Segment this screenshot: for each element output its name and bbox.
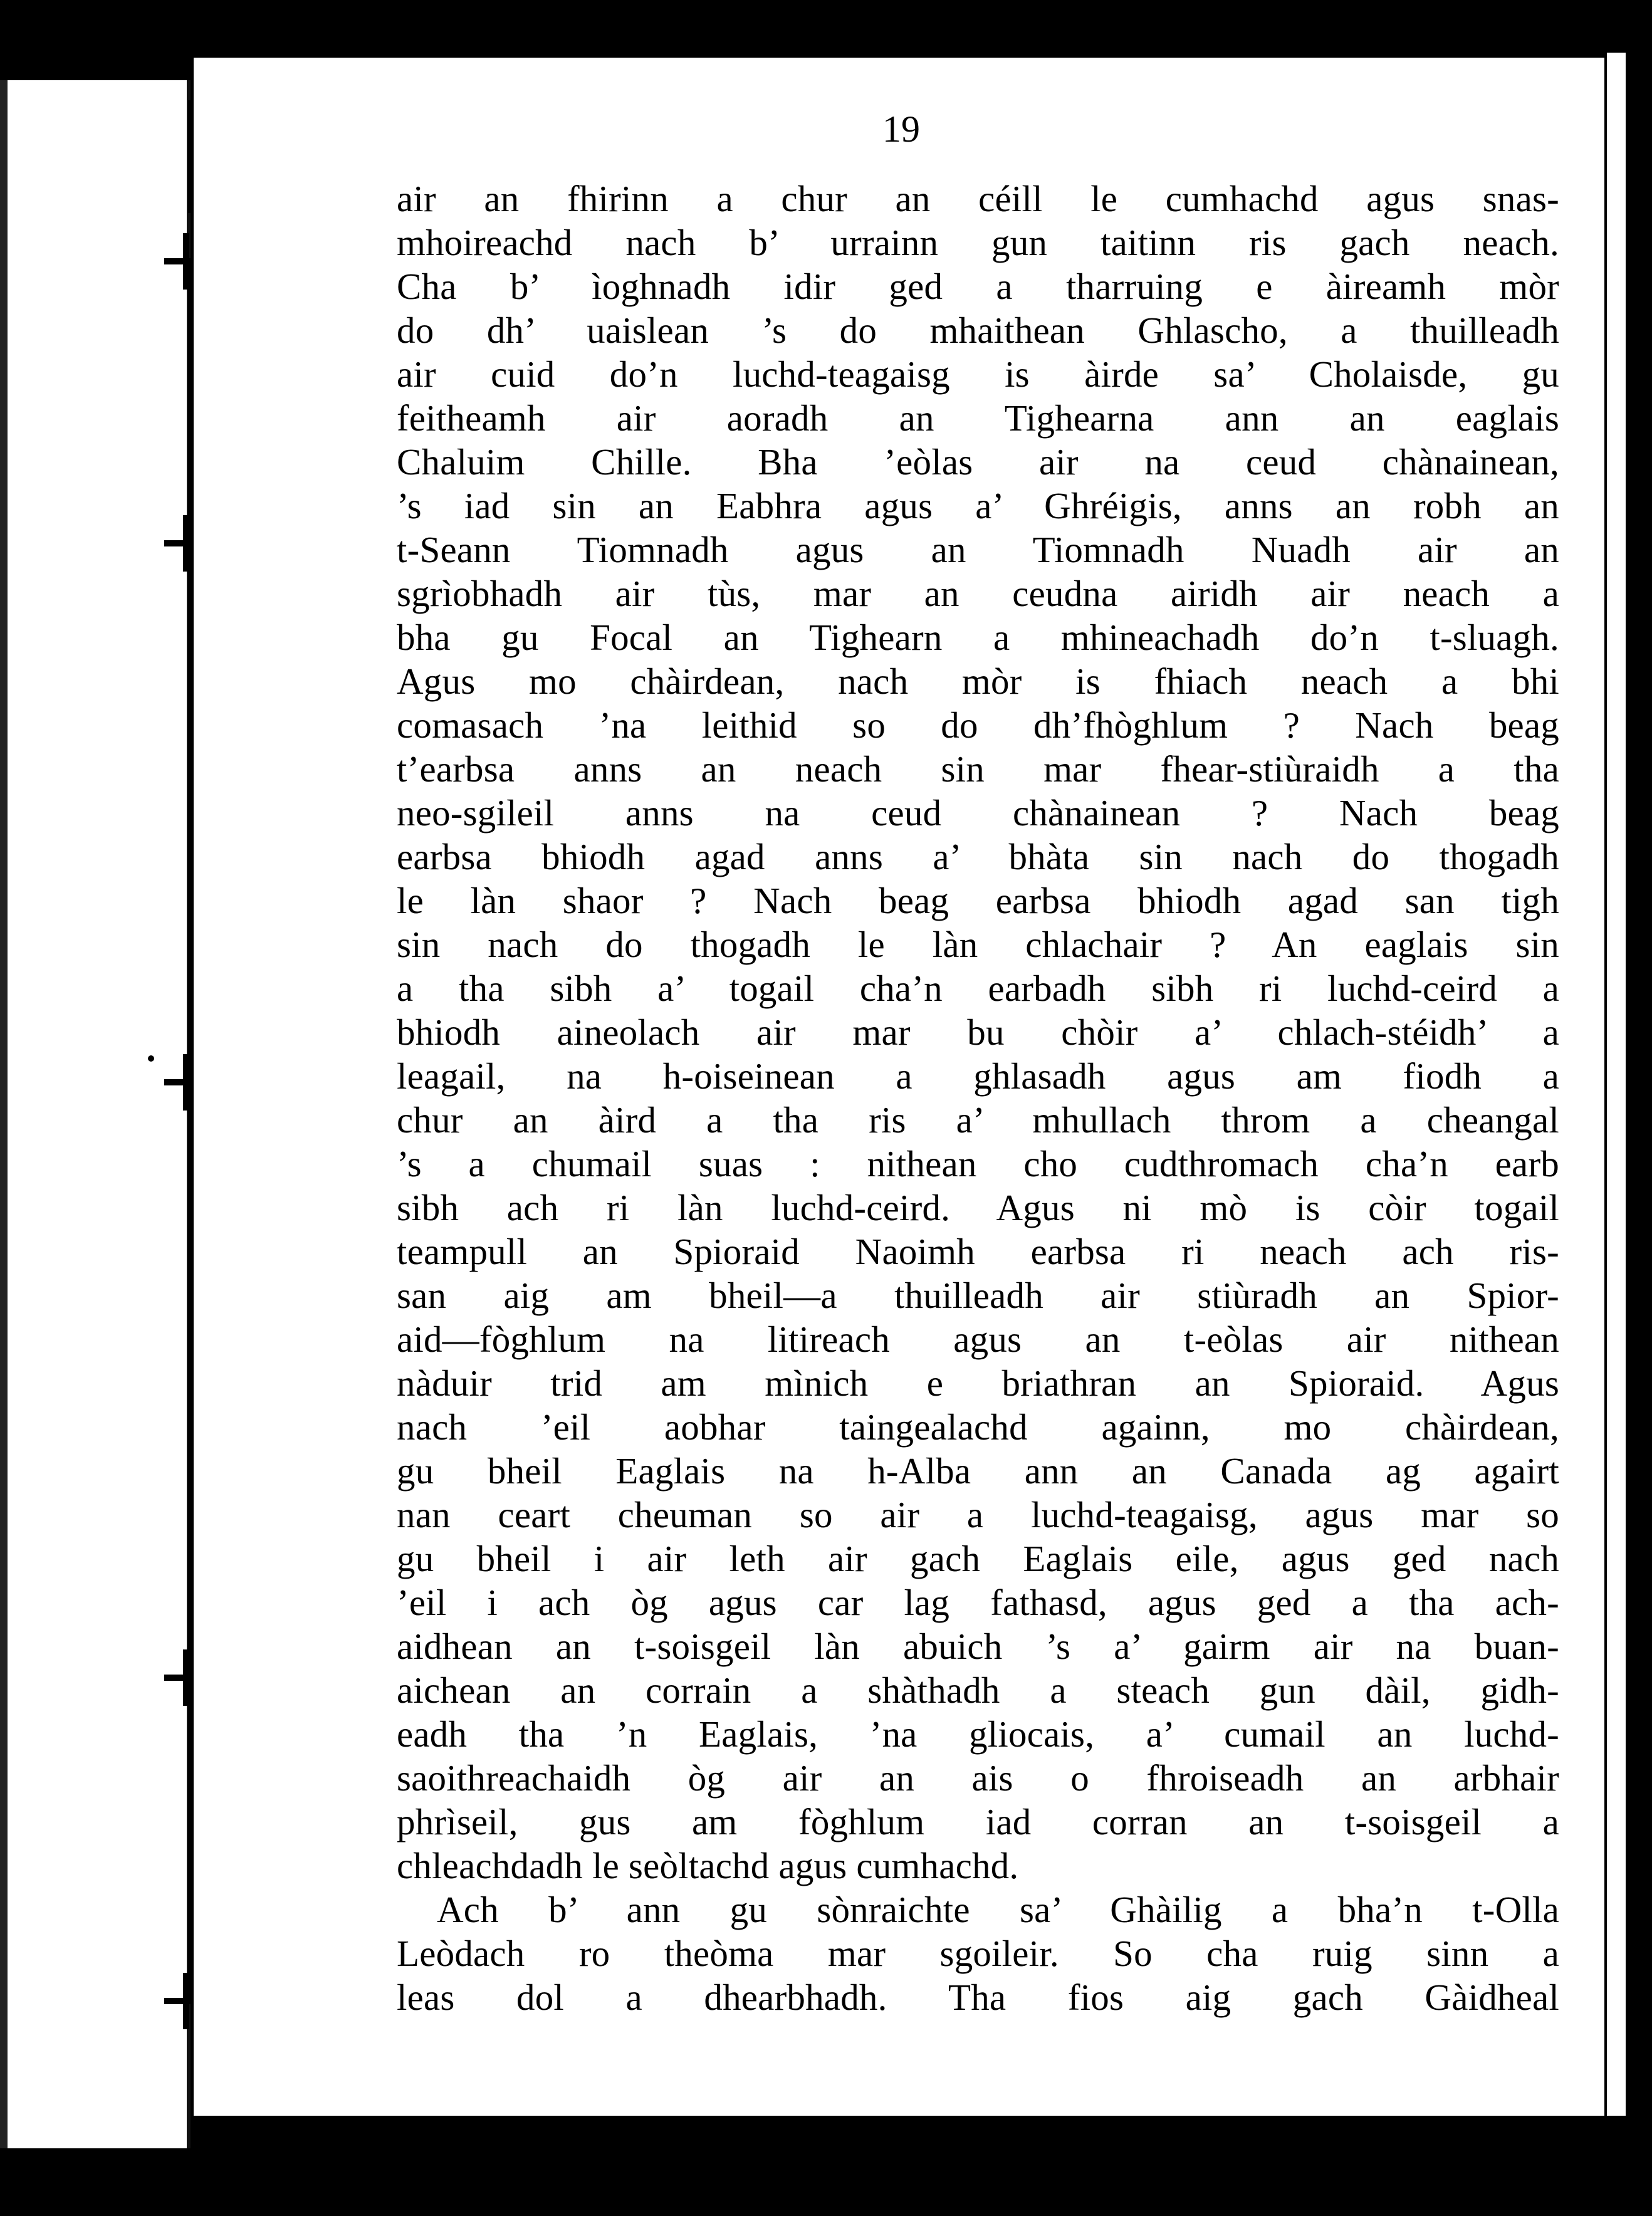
- text-line: neo-sgileil anns na ceud chànainean ? Nach beag: [397, 792, 1559, 834]
- text-line: gu bheil Eaglais na h-Alba ann an Canada ag agairt: [397, 1450, 1559, 1492]
- text-line: t-Seann Tiomnadh agus an Tiomnadh Nuadh air an: [397, 529, 1559, 570]
- text-line: Ach b’ ann gu sònraichte sa’ Ghàilig a bha’n t-Olla: [437, 1889, 1559, 1930]
- page-number: 19: [882, 108, 920, 150]
- text-line: nach ’eil aobhar taingealachd againn, mo chàirdean,: [397, 1406, 1559, 1448]
- text-line: earbsa bhiodh agad anns a’ bhàta sin nach do thogadh: [397, 836, 1559, 877]
- text-line: le làn shaor ? Nach beag earbsa bhiodh agad san tigh: [397, 880, 1559, 921]
- text-line: nan ceart cheuman so air a luchd-teagaisg, agus mar so: [397, 1494, 1559, 1535]
- text-line: phrìseil, gus am fòghlum iad corran an t-soisgeil a: [397, 1801, 1559, 1842]
- text-line: gu bheil i air leth air gach Eaglais eile, agus ged nach: [397, 1538, 1559, 1579]
- text-line: leas dol a dhearbhadh. Tha fios aig gach Gàidheal: [397, 1977, 1559, 2018]
- text-line: sin nach do thogadh le làn chlachair ? An eaglais sin: [397, 924, 1559, 965]
- text-line: aichean an corrain a shàthadh a steach gun dàil, gidh-: [397, 1670, 1559, 1711]
- book-page: [192, 58, 1609, 2116]
- page-text: [397, 177, 1559, 2019]
- text-line: teampull an Spioraid Naoimh earbsa ri neach ach ris-: [397, 1231, 1559, 1272]
- text-line: leagail, na h-oiseinean a ghlasadh agus am fiodh a: [397, 1055, 1559, 1097]
- text-line: eadh tha ’n Eaglais, ’na gliocais, a’ cumail an luchd-: [397, 1713, 1559, 1755]
- text-line: ’eil i ach òg agus car lag fathasd, agus ged a tha ach-: [397, 1582, 1559, 1623]
- facing-page-edge: [0, 80, 8, 2148]
- text-line: do dh’ uaislean ’s do mhaithean Ghlascho, a thuilleadh: [397, 310, 1559, 351]
- text-line: t’earbsa anns an neach sin mar fhear-stiùraidh a tha: [397, 748, 1559, 790]
- text-line: Leòdach ro theòma mar sgoileir. So cha ruig sinn a: [397, 1933, 1559, 1974]
- text-line: ’s iad sin an Eabhra agus a’ Ghréigis, anns an robh an: [397, 485, 1559, 526]
- text-line: nàduir trid am mìnich e briathran an Spioraid. Agus: [397, 1362, 1559, 1404]
- text-line: sgrìobhadh air tùs, mar an ceudna airidh air neach a: [397, 573, 1559, 614]
- text-line: comasach ’na leithid so do dh’fhòghlum ? Nach beag: [397, 704, 1559, 746]
- text-line: Agus mo chàirdean, nach mòr is fhiach neach a bhi: [397, 661, 1559, 702]
- text-line: air cuid do’n luchd-teagaisg is àirde sa’ Cholaisde, gu: [397, 353, 1559, 395]
- text-line: Cha b’ ìoghnadh idir ged a tharruing e àireamh mòr: [397, 266, 1559, 307]
- text-line: chleachdadh le seòltachd agus cumhachd.: [397, 1845, 1019, 1886]
- text-line: feitheamh air aoradh an Tighearna ann an eaglais: [397, 397, 1559, 439]
- page-edge: [1604, 53, 1626, 2116]
- text-line: bha gu Focal an Tighearn a mhineachadh do’n t-sluagh.: [397, 617, 1559, 658]
- text-line: aid—fòghlum na litireach agus an t-eòlas air nithean: [397, 1319, 1559, 1360]
- text-line: air an fhirinn a chur an céill le cumhachd agus snas-: [397, 178, 1559, 219]
- text-line: san aig am bheil—a thuilleadh air stiùradh an Spior-: [397, 1275, 1559, 1316]
- text-line: sibh ach ri làn luchd-ceird. Agus ni mò is còir togail: [397, 1187, 1559, 1228]
- text-line: saoithreachaidh òg air an ais o fhroiseadh an arbhair: [397, 1757, 1559, 1799]
- text-line: bhiodh aineolach air mar bu chòir a’ chlach-stéidh’ a: [397, 1011, 1559, 1053]
- text-line: ’s a chumail suas : nithean cho cudthromach cha’n earb: [397, 1143, 1559, 1184]
- text-line: aidhean an t-soisgeil làn abuich ’s a’ gairm air na buan-: [397, 1626, 1559, 1667]
- text-line: chur an àird a tha ris a’ mhullach throm a cheangal: [397, 1099, 1559, 1141]
- text-line: a tha sibh a’ togail cha’n earbadh sibh ri luchd-ceird a: [397, 968, 1559, 1009]
- scan-speck: [148, 1055, 154, 1062]
- text-line: mhoireachd nach b’ urrainn gun taitinn ris gach neach.: [397, 222, 1559, 263]
- text-line: Chaluim Chille. Bha ’eòlas air na ceud chànainean,: [397, 441, 1559, 483]
- facing-page: [0, 80, 191, 2148]
